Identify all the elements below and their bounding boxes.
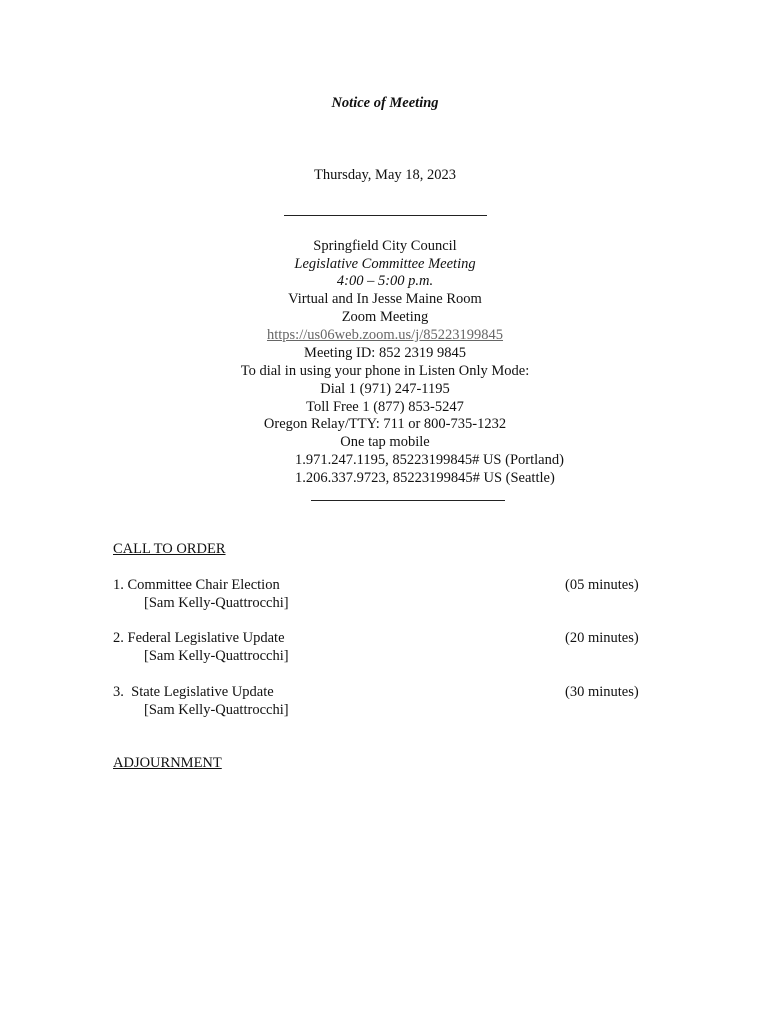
agenda-item-presenter: [Sam Kelly-Quattrocchi] xyxy=(144,595,289,611)
meeting-date: Thursday, May 18, 2023 xyxy=(313,167,457,183)
meeting-time: 4:00 – 5:00 p.m. xyxy=(336,273,434,289)
meeting-location: Virtual and In Jesse Maine Room xyxy=(288,291,482,307)
agenda-item-title: 2. Federal Legislative Update xyxy=(113,630,285,646)
agenda-item-duration: (20 minutes) xyxy=(565,630,639,646)
divider-top xyxy=(284,215,487,216)
relay-number: Oregon Relay/TTY: 711 or 800-735-1232 xyxy=(263,416,507,432)
agenda-item-title: 3. State Legislative Update xyxy=(113,684,274,700)
dial-intro: To dial in using your phone in Listen Only Mode: xyxy=(240,363,530,379)
agenda-item-presenter: [Sam Kelly-Quattrocchi] xyxy=(144,702,289,718)
zoom-link-row xyxy=(0,326,770,344)
notice-title: Notice of Meeting xyxy=(331,95,439,111)
meeting-id: Meeting ID: 852 2319 9845 xyxy=(304,345,466,361)
call-to-order-heading: CALL TO ORDER xyxy=(113,541,226,557)
adjournment-heading: ADJOURNMENT xyxy=(113,755,222,771)
agenda-item-title: 1. Committee Chair Election xyxy=(113,577,280,593)
committee-name: Legislative Committee Meeting xyxy=(294,256,476,272)
meeting-platform: Zoom Meeting xyxy=(341,309,429,325)
agenda-item-duration: (05 minutes) xyxy=(565,577,639,593)
tap-seattle: 1.206.337.9723, 85223199845# US (Seattle) xyxy=(295,470,555,486)
dial-number: Dial 1 (971) 247-1195 xyxy=(320,381,450,397)
divider-bottom xyxy=(311,500,505,501)
toll-free-number: Toll Free 1 (877) 853-5247 xyxy=(306,399,464,415)
zoom-link[interactable]: https://us06web.zoom.us/j/85223199845 xyxy=(266,327,504,343)
tap-portland: 1.971.247.1195, 85223199845# US (Portland) xyxy=(295,452,564,468)
agenda-item-duration: (30 minutes) xyxy=(565,684,639,700)
one-tap-heading: One tap mobile xyxy=(340,434,430,450)
agenda-item-presenter: [Sam Kelly-Quattrocchi] xyxy=(144,648,289,664)
council-name: Springfield City Council xyxy=(313,238,457,254)
